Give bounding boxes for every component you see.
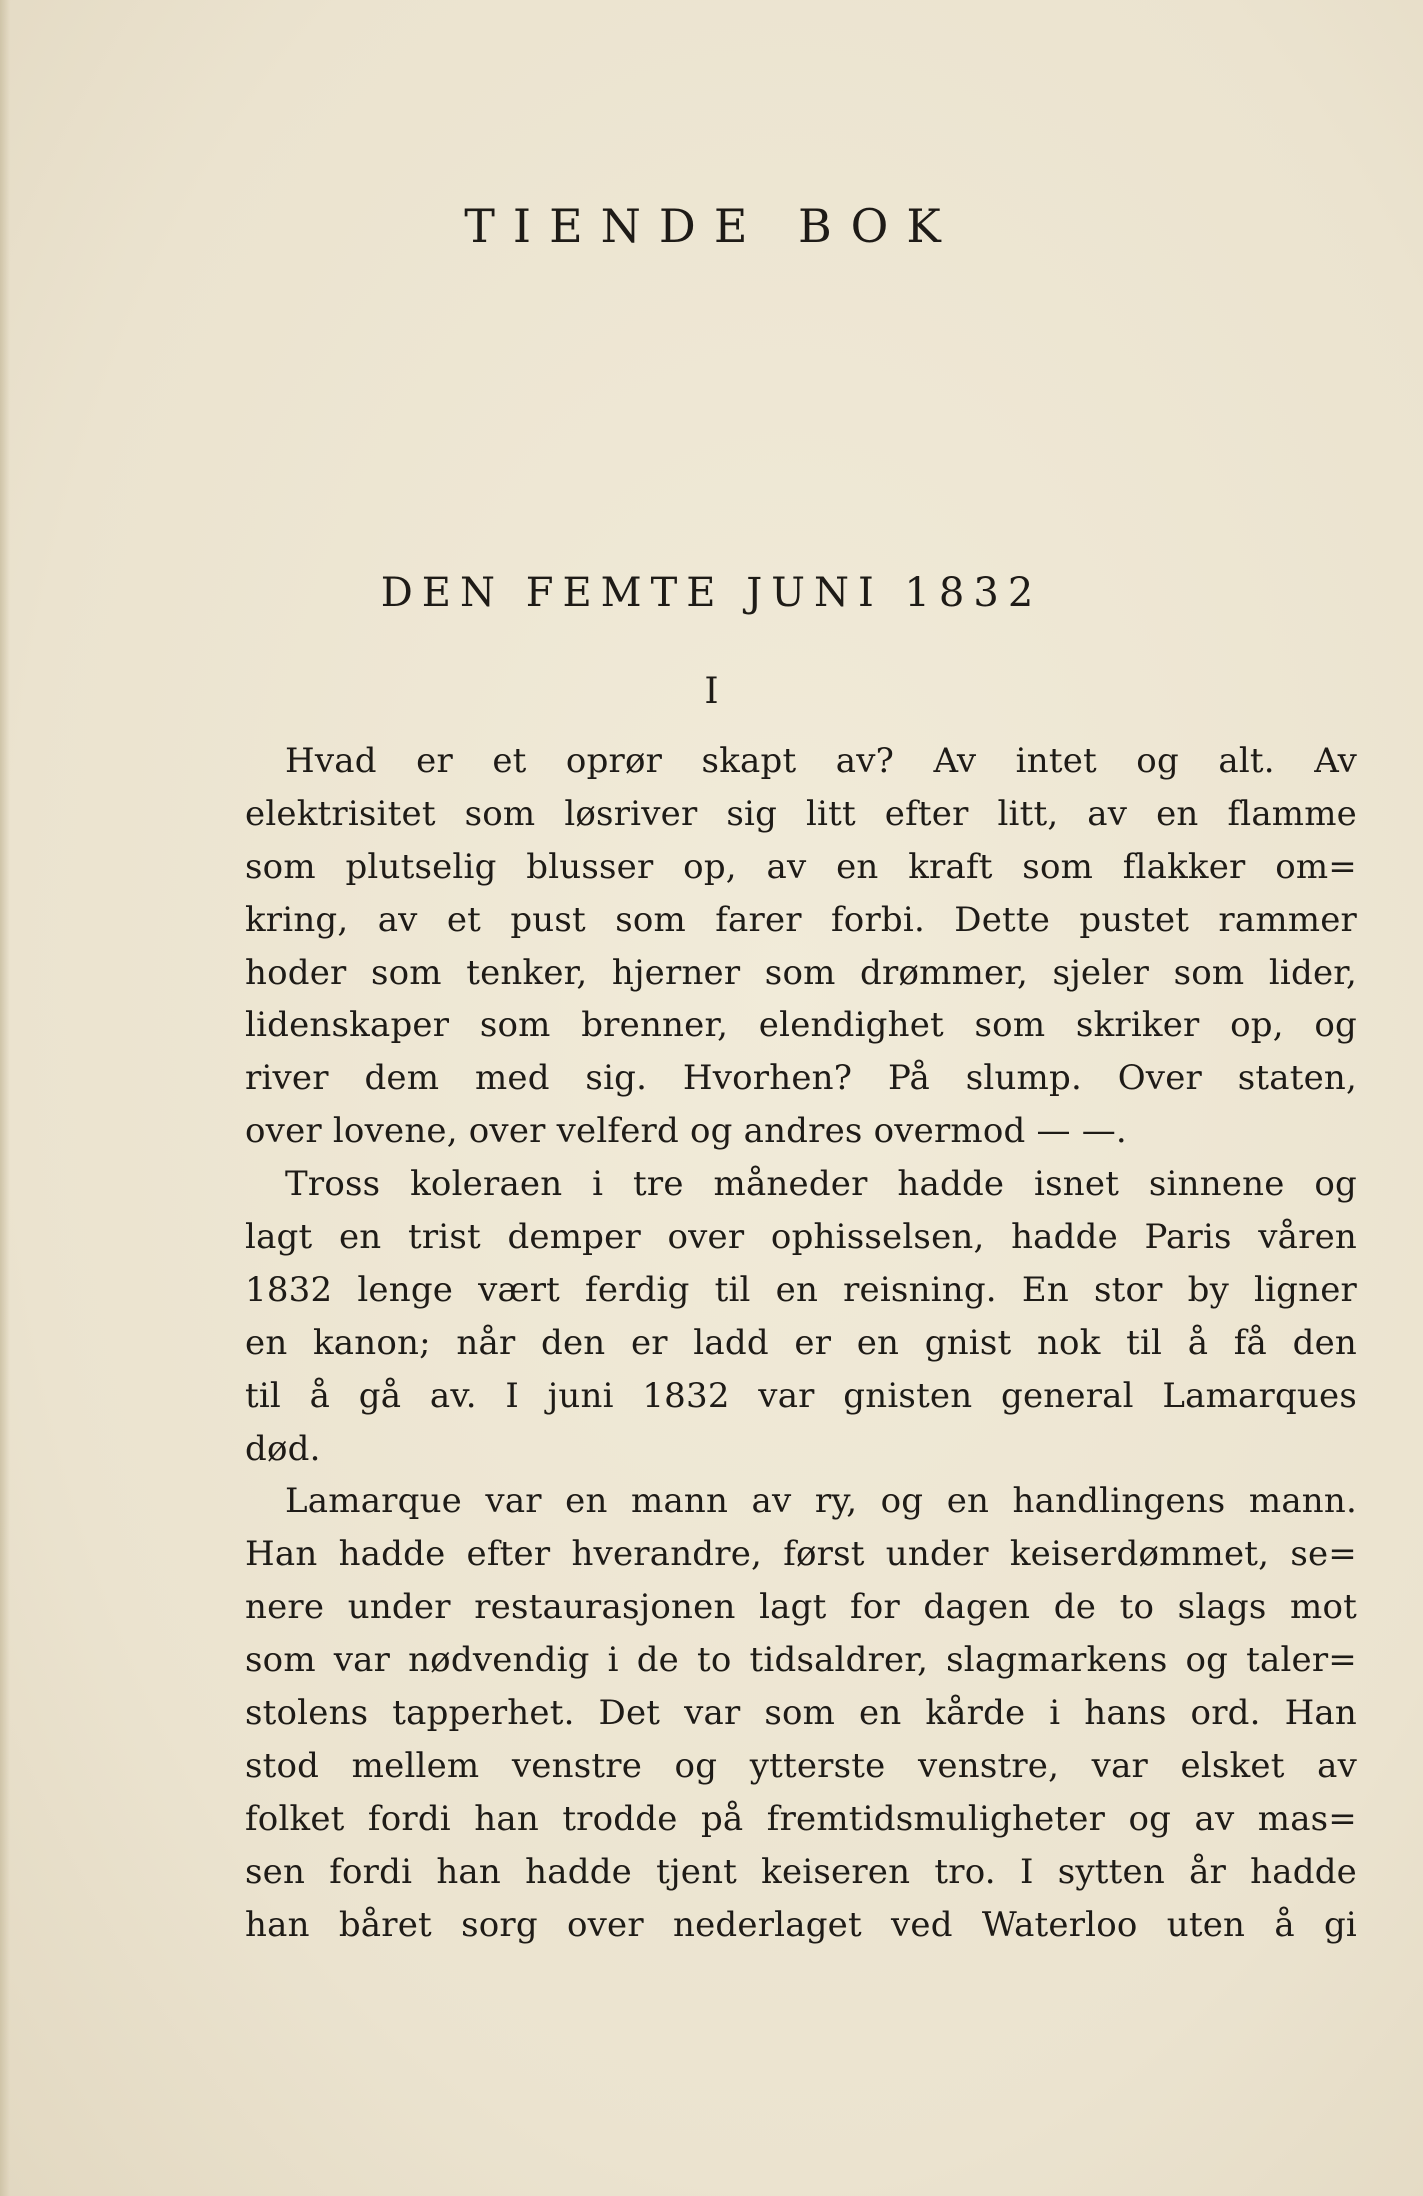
text-line: som var nødvendig i de to tidsaldrer, slagmarkens og taler=	[245, 1640, 1357, 1681]
text-line: over lovene, over velferd og andres overmod — —.	[245, 1111, 1127, 1152]
text-line: til å gå av. I juni 1832 var gnisten general Lamarques	[245, 1375, 1357, 1416]
text-line: han båret sorg over nederlaget ved Waterloo uten å gi	[245, 1904, 1357, 1945]
text-line: 1832 lenge vært ferdig til en reisning. En stor by ligner	[245, 1269, 1357, 1310]
chapter-number: I	[704, 671, 719, 712]
text-line: Lamarque var en mann av ry, og en handlingens mann.	[285, 1481, 1357, 1522]
text-line: sen fordi han hadde tjent keiseren tro. I sytten år hadde	[245, 1851, 1357, 1892]
page-edge-shadow	[0, 0, 10, 2196]
text-line: lidenskaper som brenner, elendighet som skriker op, og	[245, 1005, 1357, 1046]
text-line: Hvad er et oprør skapt av? Av intet og alt. Av	[285, 741, 1357, 781]
text-line: en kanon; når den er ladd er en gnist nok til å få den	[245, 1322, 1357, 1363]
body-text	[245, 735, 1357, 1951]
text-line: elektrisitet som løsriver sig litt efter litt, av en flamme	[245, 793, 1357, 834]
section-title: DEN FEMTE JUNI 1832	[380, 570, 1043, 616]
text-line: hoder som tenker, hjerner som drømmer, sjeler som lider,	[245, 952, 1357, 993]
text-line: folket fordi han trodde på fremtidsmuligheter og av mas=	[245, 1798, 1357, 1839]
text-line: river dem med sig. Hvorhen? På slump. Over staten,	[245, 1058, 1357, 1099]
text-line: død.	[245, 1428, 321, 1469]
text-line: Tross koleraen i tre måneder hadde isnet sinnene og	[285, 1164, 1357, 1205]
text-line: stod mellem venstre og ytterste venstre, var elsket av	[245, 1745, 1357, 1786]
text-line: som plutselig blusser op, av en kraft som flakker om=	[245, 846, 1357, 887]
book-title: TIENDE BOK	[464, 199, 959, 253]
text-line: Han hadde efter hverandre, først under keiserdømmet, se=	[245, 1534, 1357, 1575]
text-line: kring, av et pust som farer forbi. Dette pustet rammer	[245, 899, 1357, 940]
text-line: stolens tapperhet. Det var som en kårde i hans ord. Han	[245, 1693, 1357, 1734]
text-line: nere under restaurasjonen lagt for dagen de to slags mot	[245, 1587, 1357, 1628]
text-line: lagt en trist demper over ophisselsen, hadde Paris våren	[245, 1217, 1357, 1258]
